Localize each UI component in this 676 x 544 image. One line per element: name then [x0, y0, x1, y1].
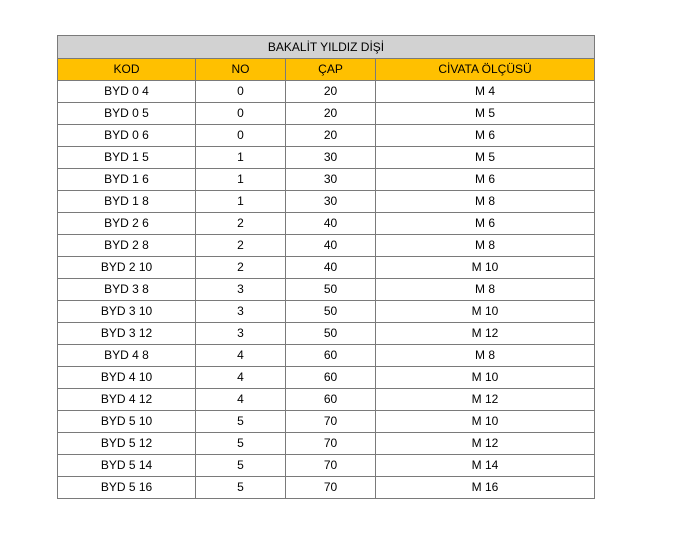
table-body: [58, 36, 595, 499]
table-cell: 20: [286, 81, 376, 103]
table-cell: 70: [286, 433, 376, 455]
table-cell: M 6: [376, 169, 595, 191]
table-cell: BYD 4 8: [58, 345, 196, 367]
table-cell: 5: [196, 455, 286, 477]
table-cell: 1: [196, 191, 286, 213]
table-cell: M 6: [376, 125, 595, 147]
table-cell: BYD 1 8: [58, 191, 196, 213]
table-cell: M 5: [376, 103, 595, 125]
table-row: [58, 279, 595, 301]
table-cell: 40: [286, 213, 376, 235]
table-row: [58, 477, 595, 499]
table-cell: BYD 3 10: [58, 301, 196, 323]
table-cell: 60: [286, 367, 376, 389]
table-row: [58, 301, 595, 323]
table-cell: BYD 5 10: [58, 411, 196, 433]
spec-table: [57, 35, 595, 499]
table-cell: 60: [286, 345, 376, 367]
table-cell: 5: [196, 433, 286, 455]
table-cell: M 8: [376, 345, 595, 367]
table-cell: BYD 2 10: [58, 257, 196, 279]
table-cell: 2: [196, 213, 286, 235]
table-row: [58, 257, 595, 279]
table-cell: 50: [286, 323, 376, 345]
table-cell: 30: [286, 169, 376, 191]
table-row: [58, 345, 595, 367]
table-cell: M 10: [376, 257, 595, 279]
table-cell: M 6: [376, 213, 595, 235]
table-cell: 1: [196, 147, 286, 169]
table-row: [58, 147, 595, 169]
table-title: BAKALİT YILDIZ DİŞİ: [58, 36, 595, 59]
table-cell: BYD 0 4: [58, 81, 196, 103]
table-row: [58, 125, 595, 147]
table-row: [58, 433, 595, 455]
table-header-row: [58, 59, 595, 81]
table-cell: M 12: [376, 323, 595, 345]
table-cell: BYD 0 5: [58, 103, 196, 125]
table-row: [58, 323, 595, 345]
table-cell: 40: [286, 257, 376, 279]
table-cell: M 10: [376, 301, 595, 323]
table-cell: M 8: [376, 235, 595, 257]
table-cell: M 8: [376, 279, 595, 301]
table-cell: 70: [286, 455, 376, 477]
table-cell: 4: [196, 389, 286, 411]
table-row: [58, 103, 595, 125]
table-row: [58, 191, 595, 213]
table-cell: 0: [196, 103, 286, 125]
table-cell: 1: [196, 169, 286, 191]
table-cell: M 5: [376, 147, 595, 169]
column-header-civata-olcusu: CİVATA ÖLÇÜSÜ: [376, 59, 595, 81]
table-cell: 0: [196, 81, 286, 103]
table-cell: M 16: [376, 477, 595, 499]
table-cell: M 14: [376, 455, 595, 477]
table-cell: BYD 2 6: [58, 213, 196, 235]
table-cell: 4: [196, 367, 286, 389]
table-cell: 50: [286, 279, 376, 301]
table-row: [58, 169, 595, 191]
spec-sheet: [57, 35, 594, 499]
table-cell: M 10: [376, 367, 595, 389]
column-header-no: NO: [196, 59, 286, 81]
table-cell: BYD 1 6: [58, 169, 196, 191]
column-header-kod: KOD: [58, 59, 196, 81]
table-cell: 20: [286, 125, 376, 147]
table-cell: BYD 4 12: [58, 389, 196, 411]
table-cell: BYD 4 10: [58, 367, 196, 389]
table-cell: BYD 3 12: [58, 323, 196, 345]
table-cell: BYD 1 5: [58, 147, 196, 169]
table-cell: 70: [286, 477, 376, 499]
table-cell: 40: [286, 235, 376, 257]
table-cell: 5: [196, 411, 286, 433]
table-cell: 3: [196, 279, 286, 301]
table-cell: BYD 3 8: [58, 279, 196, 301]
table-cell: 30: [286, 147, 376, 169]
table-cell: M 8: [376, 191, 595, 213]
table-cell: 3: [196, 323, 286, 345]
table-row: [58, 389, 595, 411]
table-cell: 30: [286, 191, 376, 213]
table-cell: M 10: [376, 411, 595, 433]
table-cell: 0: [196, 125, 286, 147]
table-cell: M 12: [376, 389, 595, 411]
table-cell: 60: [286, 389, 376, 411]
table-cell: BYD 2 8: [58, 235, 196, 257]
column-header-cap: ÇAP: [286, 59, 376, 81]
table-title-row: [58, 36, 595, 59]
table-cell: 5: [196, 477, 286, 499]
table-row: [58, 455, 595, 477]
table-cell: M 4: [376, 81, 595, 103]
table-cell: BYD 0 6: [58, 125, 196, 147]
table-row: [58, 367, 595, 389]
table-cell: 2: [196, 257, 286, 279]
table-cell: 4: [196, 345, 286, 367]
table-cell: 3: [196, 301, 286, 323]
table-row: [58, 81, 595, 103]
table-cell: 20: [286, 103, 376, 125]
table-cell: 50: [286, 301, 376, 323]
table-row: [58, 411, 595, 433]
table-cell: 70: [286, 411, 376, 433]
table-cell: M 12: [376, 433, 595, 455]
table-cell: 2: [196, 235, 286, 257]
table-cell: BYD 5 16: [58, 477, 196, 499]
table-cell: BYD 5 14: [58, 455, 196, 477]
table-row: [58, 213, 595, 235]
table-row: [58, 235, 595, 257]
table-cell: BYD 5 12: [58, 433, 196, 455]
